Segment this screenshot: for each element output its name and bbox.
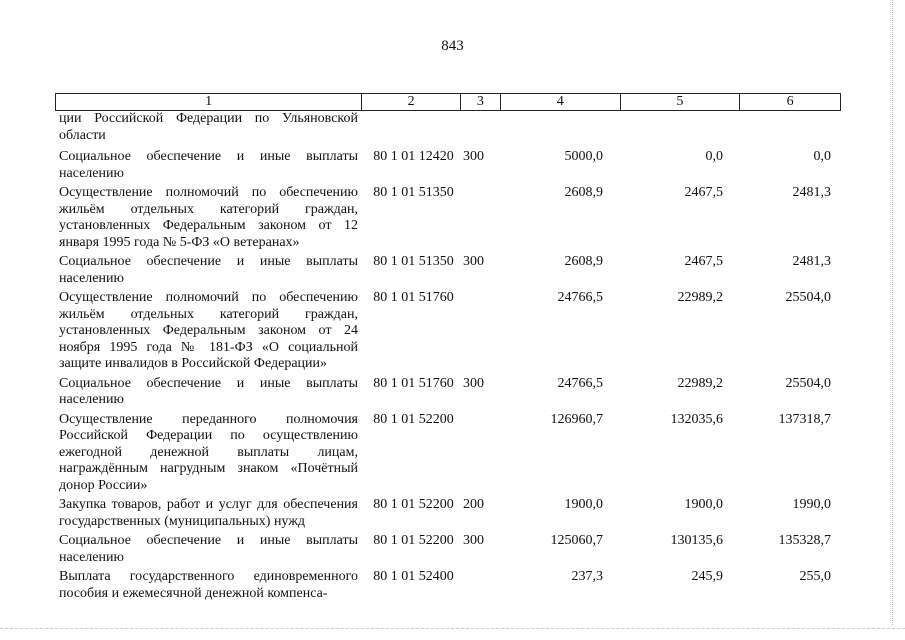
- table-row: [55, 412, 841, 495]
- table-row: [55, 533, 841, 566]
- table-row: [55, 290, 841, 373]
- row-value-col-5: 132035,6: [670, 411, 723, 427]
- header-col-4: 4: [501, 94, 621, 110]
- row-value-col-6: 2481,3: [792, 185, 831, 200]
- row-value-col-4: 24766,5: [557, 290, 603, 305]
- row-value-col-4: [501, 111, 621, 144]
- row-value-col-6: 1990,0: [792, 497, 831, 512]
- row-value-col-4: 1900,0: [564, 497, 603, 512]
- row-description: Осуществление полномочий по обеспечению жильём отдельных категорий граждан, установленных Федеральным законом от 12 января 1995 года № 5-ФЗ «О ветеранах»: [59, 185, 358, 250]
- budget-table: [55, 93, 841, 605]
- header-col-1: 1: [56, 94, 362, 110]
- row-code: [362, 111, 461, 144]
- row-description: Осуществление переданного полномочия Российской Федерации по осуществлению ежегодной денежной выплаты лицам, награждённым нагрудным знаком «Почётный донор России»: [59, 411, 358, 493]
- table-row: [55, 569, 841, 602]
- row-value-col-6: 0,0: [813, 149, 831, 164]
- row-value-col-4: 2608,9: [564, 185, 603, 200]
- page-number: 843: [441, 38, 464, 54]
- row-code: 80 1 01 52200: [373, 497, 454, 512]
- row-description: Социальное обеспечение и иные выплаты населению: [59, 254, 358, 286]
- row-code: 80 1 01 51350: [373, 254, 454, 269]
- table-row: [55, 185, 841, 251]
- row-value-col-6: 25504,0: [785, 290, 831, 305]
- row-value-col-5: 245,9: [691, 569, 723, 584]
- table-row: [55, 111, 841, 144]
- scan-edge-bottom: [0, 628, 905, 629]
- row-value-col-5: 22989,2: [677, 290, 723, 305]
- row-value-col-6: 137318,7: [778, 411, 831, 427]
- row-value-col-6: [741, 111, 841, 144]
- row-value-col-5: [621, 111, 741, 144]
- row-description: Выплата государственного единовременного пособия и ежемесячной денежной компенса-: [59, 569, 358, 601]
- row-value-col-5: 22989,2: [677, 375, 723, 391]
- row-code: 80 1 01 51350: [373, 185, 454, 200]
- row-expense-type: 300: [463, 533, 484, 548]
- table-row: [55, 149, 841, 182]
- row-code: 80 1 01 52200: [373, 533, 454, 548]
- row-code: 80 1 01 51760: [373, 375, 454, 391]
- row-code: 80 1 01 51760: [373, 290, 454, 305]
- row-value-col-4: 125060,7: [550, 533, 603, 548]
- row-expense-type: [461, 569, 501, 602]
- row-description: Социальное обеспечение и иные выплаты населению: [59, 533, 358, 565]
- table-header: [55, 93, 841, 111]
- table-row: [55, 254, 841, 287]
- row-description: Социальное обеспечение и иные выплаты населению: [59, 375, 358, 407]
- row-code: 80 1 01 12420: [373, 149, 454, 164]
- table-row: [55, 376, 841, 409]
- row-value-col-4: 5000,0: [564, 149, 603, 164]
- row-expense-type: [461, 111, 501, 144]
- row-value-col-4: 126960,7: [550, 411, 603, 427]
- header-col-2: 2: [362, 94, 461, 110]
- row-value-col-4: 2608,9: [564, 254, 603, 269]
- row-description: Осуществление полномочий по обеспечению жильём отдельных категорий граждан, установленных Федеральным законом от 24 ноября 1995 года № 181-ФЗ «О социальной защите инвалидов в Российской Федерации»: [59, 290, 358, 371]
- table-row: [55, 497, 841, 530]
- row-expense-type: [461, 412, 501, 495]
- row-value-col-4: 237,3: [571, 569, 603, 584]
- row-value-col-6: 25504,0: [785, 375, 831, 391]
- row-value-col-6: 255,0: [799, 569, 831, 584]
- header-col-3: 3: [461, 94, 501, 110]
- row-description: Закупка товаров, работ и услуг для обеспечения государственных (муниципальных) нужд: [59, 497, 358, 529]
- header-col-6: 6: [786, 94, 794, 109]
- row-code: 80 1 01 52400: [373, 569, 454, 584]
- row-expense-type: [461, 290, 501, 373]
- row-value-col-4: 24766,5: [557, 375, 603, 391]
- row-expense-type: 300: [463, 149, 484, 164]
- row-value-col-5: 2467,5: [684, 185, 723, 200]
- row-value-col-6: 135328,7: [778, 533, 831, 548]
- row-spacer: [55, 602, 841, 605]
- row-expense-type: 300: [463, 254, 484, 269]
- row-expense-type: [461, 185, 501, 251]
- scan-edge-right: [892, 0, 893, 625]
- row-code: 80 1 01 52200: [373, 411, 454, 427]
- row-value-col-5: 130135,6: [670, 533, 723, 548]
- row-value-col-5: 2467,5: [684, 254, 723, 269]
- row-expense-type: 200: [463, 497, 484, 512]
- row-description: ции Российской Федерации по Ульяновской области: [59, 111, 358, 143]
- table-body: [55, 111, 841, 605]
- row-description: Социальное обеспечение и иные выплаты населению: [59, 149, 358, 181]
- row-value-col-5: 1900,0: [684, 497, 723, 512]
- row-value-col-5: 0,0: [705, 149, 723, 164]
- header-col-5: 5: [621, 94, 741, 110]
- row-value-col-6: 2481,3: [792, 254, 831, 269]
- row-expense-type: 300: [463, 375, 484, 391]
